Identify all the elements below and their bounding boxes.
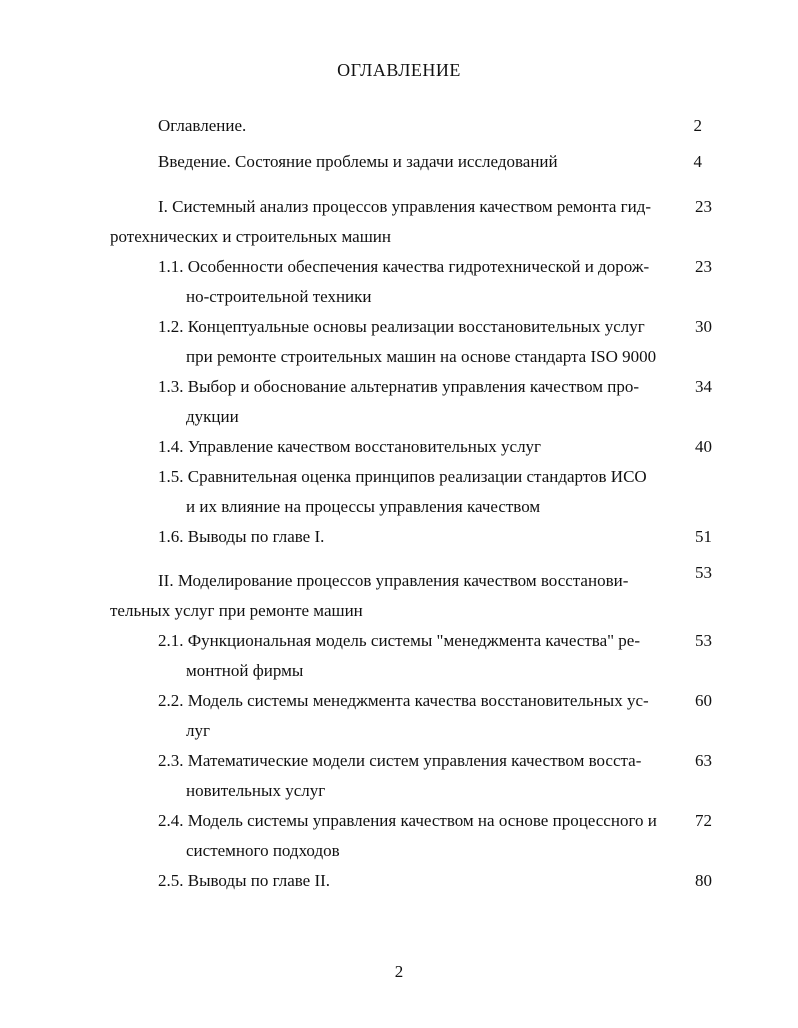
toc-entry-page: 53 [695,563,712,582]
toc-entry-page: 34 [695,377,712,396]
toc-entry-page: 51 [695,527,712,546]
toc-entry-text: 1.6. Выводы по главе I. [158,527,325,546]
toc-entry-page: 4 [693,152,702,171]
toc-entry-text: при ремонте строительных машин на основе стандарта ISO 9000 [186,347,657,366]
toc-title: ОГЛАВЛЕНИЕ [337,60,461,80]
toc-entry-text: тельных услуг при ремонте машин [110,601,363,620]
page-number: 2 [394,962,404,981]
toc-entry-text: системного подходов [186,841,340,860]
toc-entry-text: 1.2. Концептуальные основы реализации восстановительных услуг [158,317,645,336]
toc-entry-text: II. Моделирование процессов управления качеством восстанови- [158,571,629,590]
toc-entry-text: I. Системный анализ процессов управления качеством ремонта гид- [158,197,652,216]
toc-entry-page: 40 [695,437,712,456]
toc-entry-page: 80 [695,871,712,890]
toc-entry-text: 2.4. Модель системы управления качеством на основе процессного и [158,811,657,830]
toc-entry-page: 63 [695,751,712,770]
toc-entry-text: луг [186,721,210,740]
toc-entry-text: 2.2. Модель системы менеджмента качества восстановительных ус- [158,691,649,710]
toc-entry-page: 2 [693,116,702,135]
toc-entry-text: 2.3. Математические модели систем управления качеством восста- [158,751,642,770]
toc-entry-text: 1.1. Особенности обеспечения качества гидротехнической и дорож- [158,257,650,276]
toc-entry-page: 53 [695,631,712,650]
toc-entry-text: 2.1. Функциональная модель системы "менеджмента качества" ре- [158,631,641,650]
toc-entry-text: 1.4. Управление качеством восстановительных услуг [158,437,542,456]
toc-entry-text: 1.5. Сравнительная оценка принципов реализации стандартов ИСО [158,467,647,486]
toc-entry-text: 2.5. Выводы по главе II. [158,871,331,890]
toc-entry-page: 23 [695,197,712,216]
toc-entry-text: новительных услуг [186,781,326,800]
toc-entry-text: Оглавление. [158,116,247,135]
toc-entry-page: 30 [695,317,712,336]
toc-entry-text: 1.3. Выбор и обоснование альтернатив управления качеством про- [158,377,640,396]
toc-entry-page: 60 [695,691,712,710]
toc-entry-text: монтной фирмы [186,661,304,680]
toc-entry-page: 23 [695,257,712,276]
toc-entry-text: и их влияние на процессы управления качеством [186,497,541,516]
toc-entry-text: дукции [186,407,239,426]
toc-entry-text: ротехнических и строительных машин [110,227,391,246]
toc-entry-page: 72 [695,811,712,830]
toc-entry-text: Введение. Состояние проблемы и задачи исследований [158,152,558,171]
toc-entry-text: но-строительной техники [186,287,372,306]
